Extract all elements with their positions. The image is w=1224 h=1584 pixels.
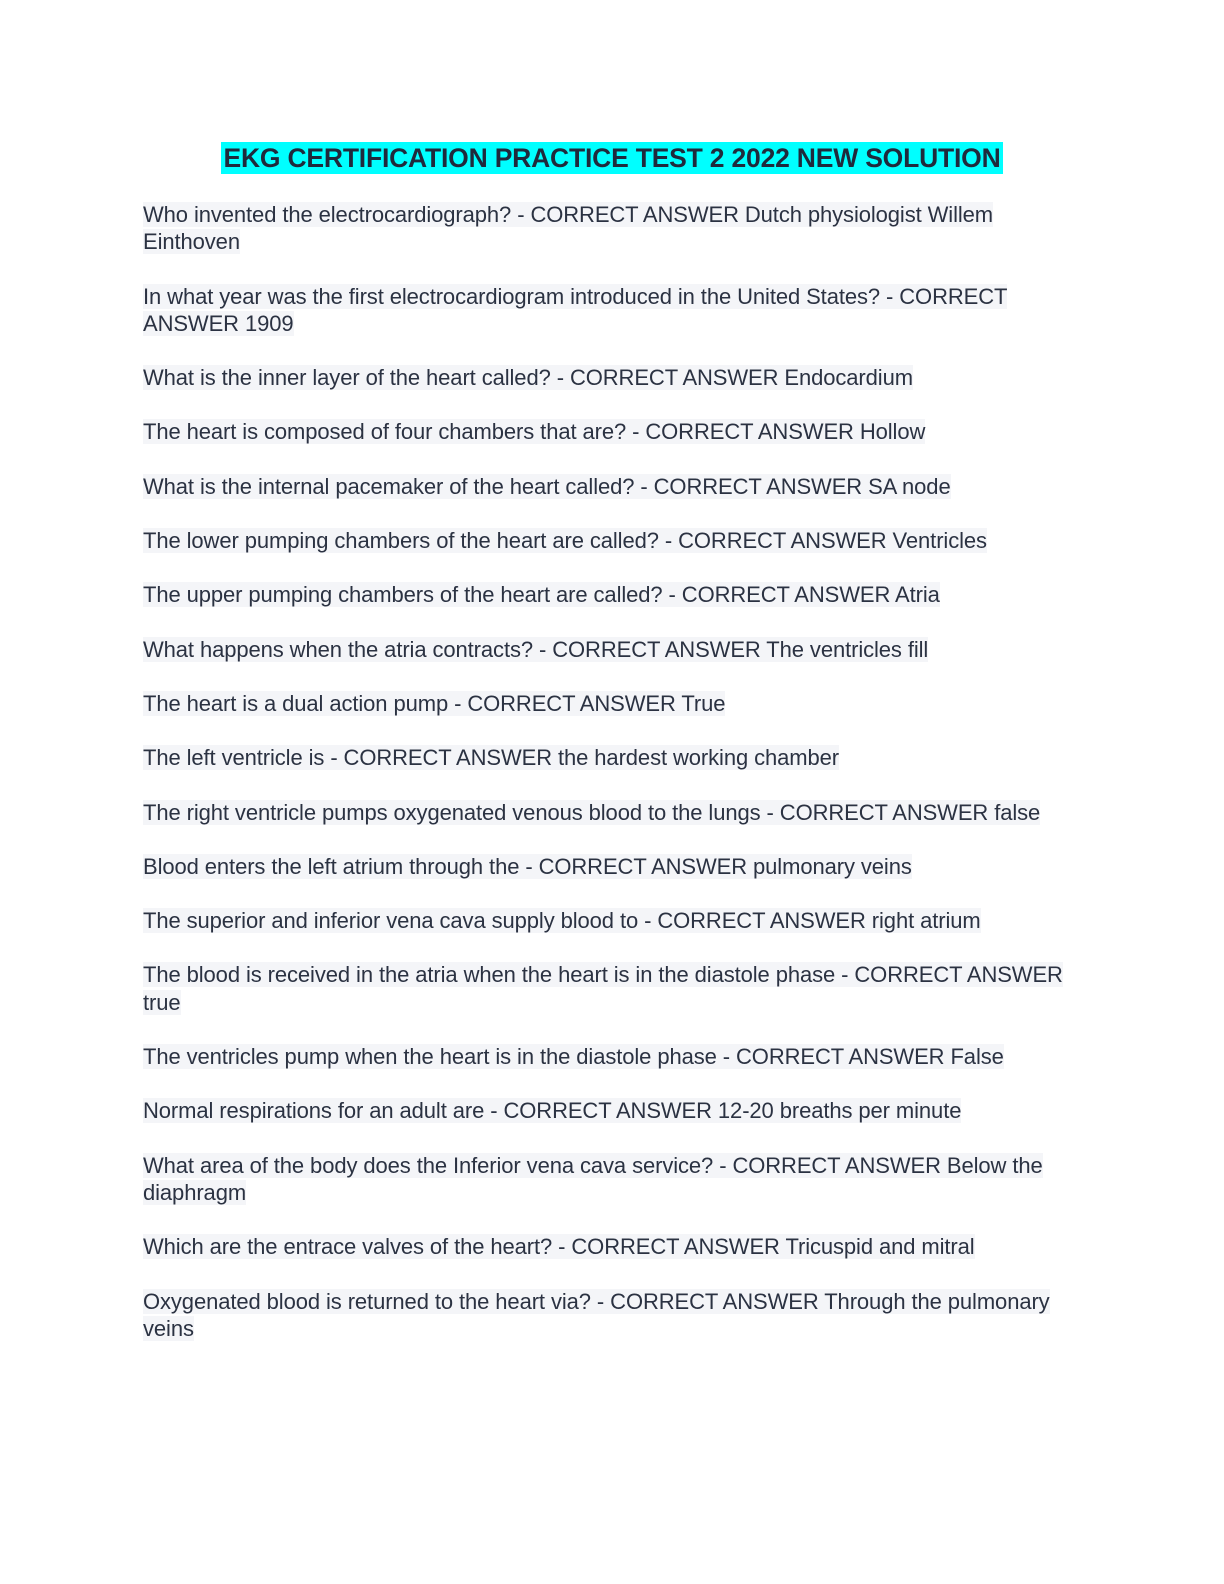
qa-item [143,364,1083,391]
qa-item [143,636,1083,663]
qa-text: What is the inner layer of the heart called? - CORRECT ANSWER Endocardium [143,365,913,391]
qa-item [143,744,1083,771]
qa-item [143,1233,1083,1260]
qa-text: The blood is received in the atria when the heart is in the diastole phase - CORRECT ANSWER true [143,962,1063,1015]
qa-item [143,853,1083,880]
qa-item [143,527,1083,554]
qa-text: What happens when the atria contracts? - CORRECT ANSWER The ventricles fill [143,636,929,662]
qa-list [143,201,1083,1369]
qa-item [143,1097,1083,1124]
qa-item [143,473,1083,500]
qa-text: Which are the entrace valves of the heart? - CORRECT ANSWER Tricuspid and mitral [143,1234,975,1260]
qa-text: In what year was the first electrocardiogram introduced in the United States? - CORRECT ANSWER 1909 [143,283,1008,336]
qa-text: Normal respirations for an adult are - CORRECT ANSWER 12-20 breaths per minute [143,1098,962,1124]
qa-text: Oxygenated blood is returned to the heart via? - CORRECT ANSWER Through the pulmonary veins [143,1288,1050,1341]
qa-item [143,1043,1083,1070]
qa-text: Who invented the electrocardiograph? - CORRECT ANSWER Dutch physiologist Willem Einthoven [143,202,994,255]
qa-text: What area of the body does the Inferior vena cava service? - CORRECT ANSWER Below the diaphragm [143,1152,1043,1205]
qa-item [143,961,1083,1016]
qa-text: The lower pumping chambers of the heart are called? - CORRECT ANSWER Ventricles [143,528,987,554]
qa-item [143,690,1083,717]
title-container [0,142,1224,174]
qa-item [143,799,1083,826]
document-title: EKG CERTIFICATION PRACTICE TEST 2 2022 NEW SOLUTION [223,143,1001,173]
qa-item [143,283,1083,338]
qa-item [143,418,1083,445]
qa-text: The left ventricle is - CORRECT ANSWER the hardest working chamber [143,745,840,771]
qa-text: The ventricles pump when the heart is in the diastole phase - CORRECT ANSWER False [143,1044,1004,1070]
qa-text: The right ventricle pumps oxygenated venous blood to the lungs - CORRECT ANSWER false [143,799,1041,825]
qa-item [143,201,1083,256]
qa-text: What is the internal pacemaker of the heart called? - CORRECT ANSWER SA node [143,473,951,499]
qa-text: The superior and inferior vena cava supply blood to - CORRECT ANSWER right atrium [143,908,981,934]
qa-text: The heart is a dual action pump - CORRECT ANSWER True [143,690,726,716]
qa-item [143,581,1083,608]
qa-text: The heart is composed of four chambers that are? - CORRECT ANSWER Hollow [143,419,926,445]
qa-text: Blood enters the left atrium through the - CORRECT ANSWER pulmonary veins [143,853,912,879]
qa-text: The upper pumping chambers of the heart are called? - CORRECT ANSWER Atria [143,582,940,608]
qa-item [143,907,1083,934]
qa-item [143,1288,1083,1343]
qa-item [143,1152,1083,1207]
